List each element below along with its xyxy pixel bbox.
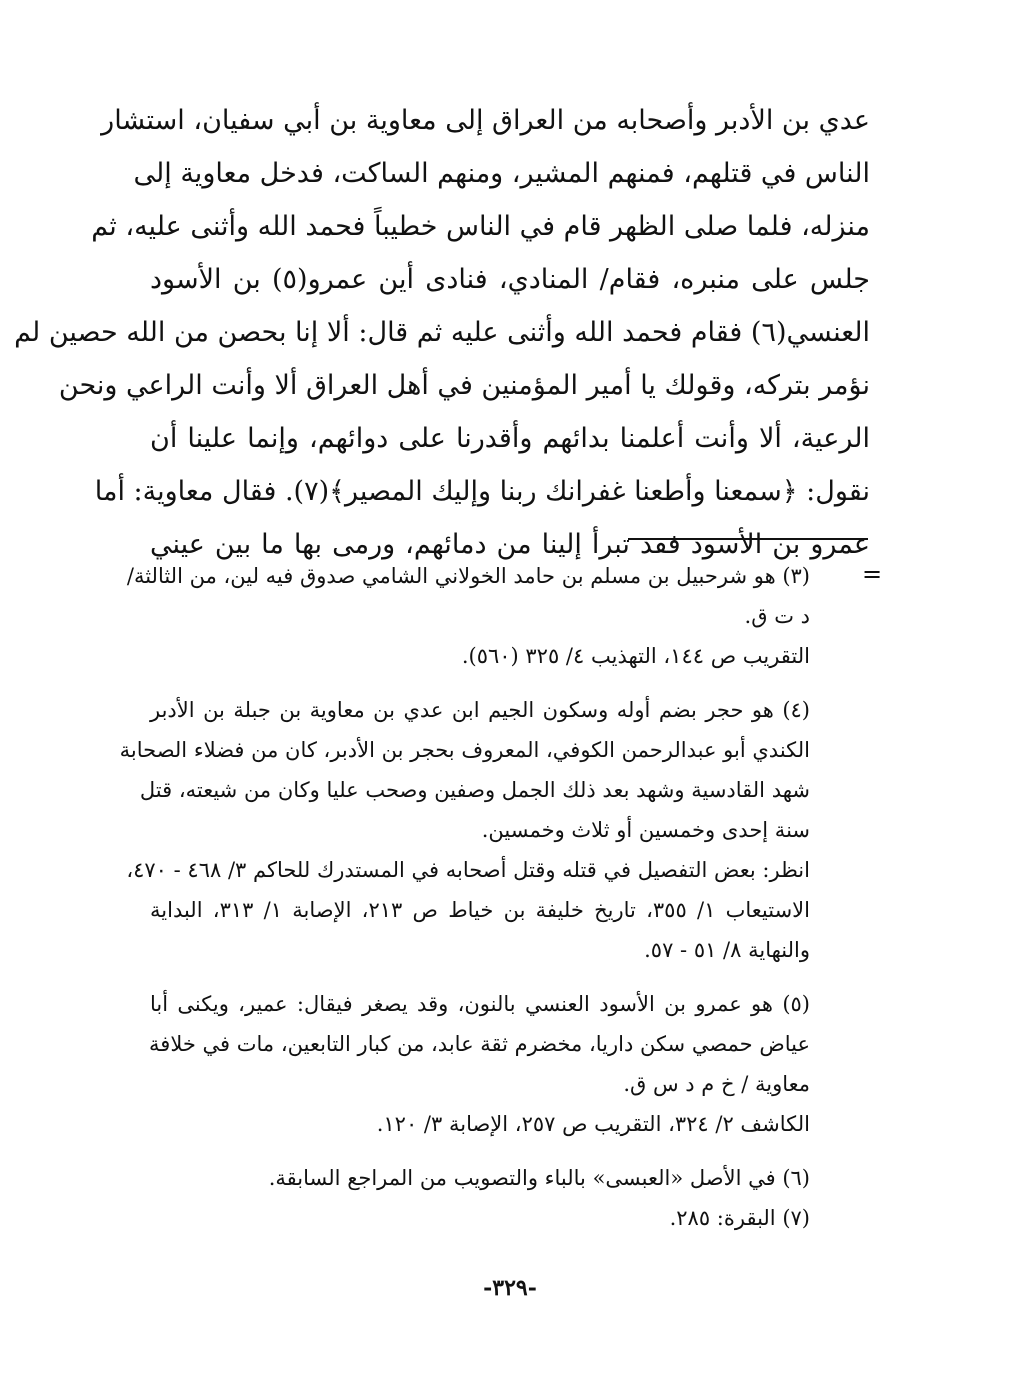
- footnote-6: (٦) في الأصل «العبسى» بالباء والتصويب من المراجع السابقة.: [268, 1166, 810, 1190]
- main-text-line: جلس على منبره، فقام/ المنادي، فنادى أين عمرو(٥) بن الأسود: [150, 264, 870, 295]
- main-text-line: نقول: ﴿سمعنا وأطعنا غفرانك ربنا وإليك المصير﴾(٧). فقال معاوية: أما: [94, 476, 870, 507]
- continuation-mark: =: [862, 560, 883, 588]
- footnote-line: (٤) هو حجر بضم أوله وسكون الجيم ابن عدي بن معاوية بن جبلة بن الأدبر: [150, 698, 810, 722]
- page-number: -٣٢٩-: [483, 1275, 537, 1301]
- footnote-line: شهد القادسية وشهد بعد ذلك الجمل وصفين وصحب عليا وكان من شيعته، قتل: [139, 778, 810, 802]
- footnote-line: الاستيعاب ١/ ٣٥٥، تاريخ خليفة بن خياط ص ٢١٣، الإصابة ١/ ٣١٣، البداية: [150, 898, 810, 922]
- footnote-line: التقريب ص ١٤٤، التهذيب ٤/ ٣٢٥ (٥٦٠).: [461, 644, 810, 668]
- footnote-line: انظر: بعض التفصيل في قتله وقتل أصحابه في المستدرك للحاكم ٣/ ٤٦٨ - ٤٧٠،: [126, 858, 810, 882]
- footnote-line: (٣) هو شرحبيل بن مسلم بن حامد الخولاني الشامي صدوق فيه لين، من الثالثة/: [126, 564, 810, 588]
- footnote-line: (٥) هو عمرو بن الأسود العنسي بالنون، وقد يصغر فيقال: عمير، ويكنى أبا: [150, 992, 810, 1016]
- footnote-line: سنة إحدى وخمسين أو ثلاث وخمسين.: [481, 818, 810, 842]
- main-text-line: عدي بن الأدبر وأصحابه من العراق إلى معاوية بن أبي سفيان، استشار: [101, 105, 870, 136]
- footnote-line: د ت ق.: [744, 604, 810, 628]
- main-text-line: نؤمر بتركه، وقولك يا أمير المؤمنين في أهل العراق ألا وأنت الراعي ونحن: [58, 370, 870, 401]
- footnote-5: [150, 984, 810, 1144]
- footnote-line: الكندي أبو عبدالرحمن الكوفي، المعروف بحجر بن الأدبر، كان من فضلاء الصحابة: [119, 738, 810, 762]
- main-text-line: منزله، فلما صلى الظهر قام في الناس خطيباً فحمد الله وأثنى عليه، ثم: [91, 211, 870, 242]
- main-text-line: العنسي(٦) فقام فحمد الله وأثنى عليه ثم قال: ألا إنا بحصن من الله حصين لم: [14, 317, 870, 348]
- footnote-line: الكاشف ٢/ ٣٢٤، التقريب ص ٢٥٧، الإصابة ٣/ ١٢٠.: [376, 1112, 810, 1136]
- footnote-4: [119, 690, 810, 970]
- footnote-line: معاوية / خ م د س ق.: [623, 1072, 810, 1096]
- footnote-7: (٧) البقرة: ٢٨٥.: [669, 1206, 810, 1230]
- footnote-line: عياض حمصي سكن داريا، مخضرم ثقة عابد، من كبار التابعين، مات في خلافة: [149, 1032, 810, 1056]
- footnotes-block: [119, 556, 810, 1238]
- main-text-line: عمرو بن الأسود فقد تبرأ إلينا من دمائهم، ورمى بها ما بين عيني: [150, 529, 870, 560]
- main-text-line: الرعية، ألا وأنت أعلمنا بدائهم وأقدرنا على دوائهم، وإنما علينا أن: [150, 423, 870, 454]
- main-text-line: الناس في قتلهم، فمنهم المشير، ومنهم الساكت، فدخل معاوية إلى: [133, 158, 870, 189]
- main-text-block: [14, 94, 870, 571]
- footnote-3: [126, 556, 810, 676]
- footnote-separator-rule: [628, 538, 868, 540]
- footnote-line: والنهاية ٨/ ٥١ - ٥٧.: [644, 938, 810, 962]
